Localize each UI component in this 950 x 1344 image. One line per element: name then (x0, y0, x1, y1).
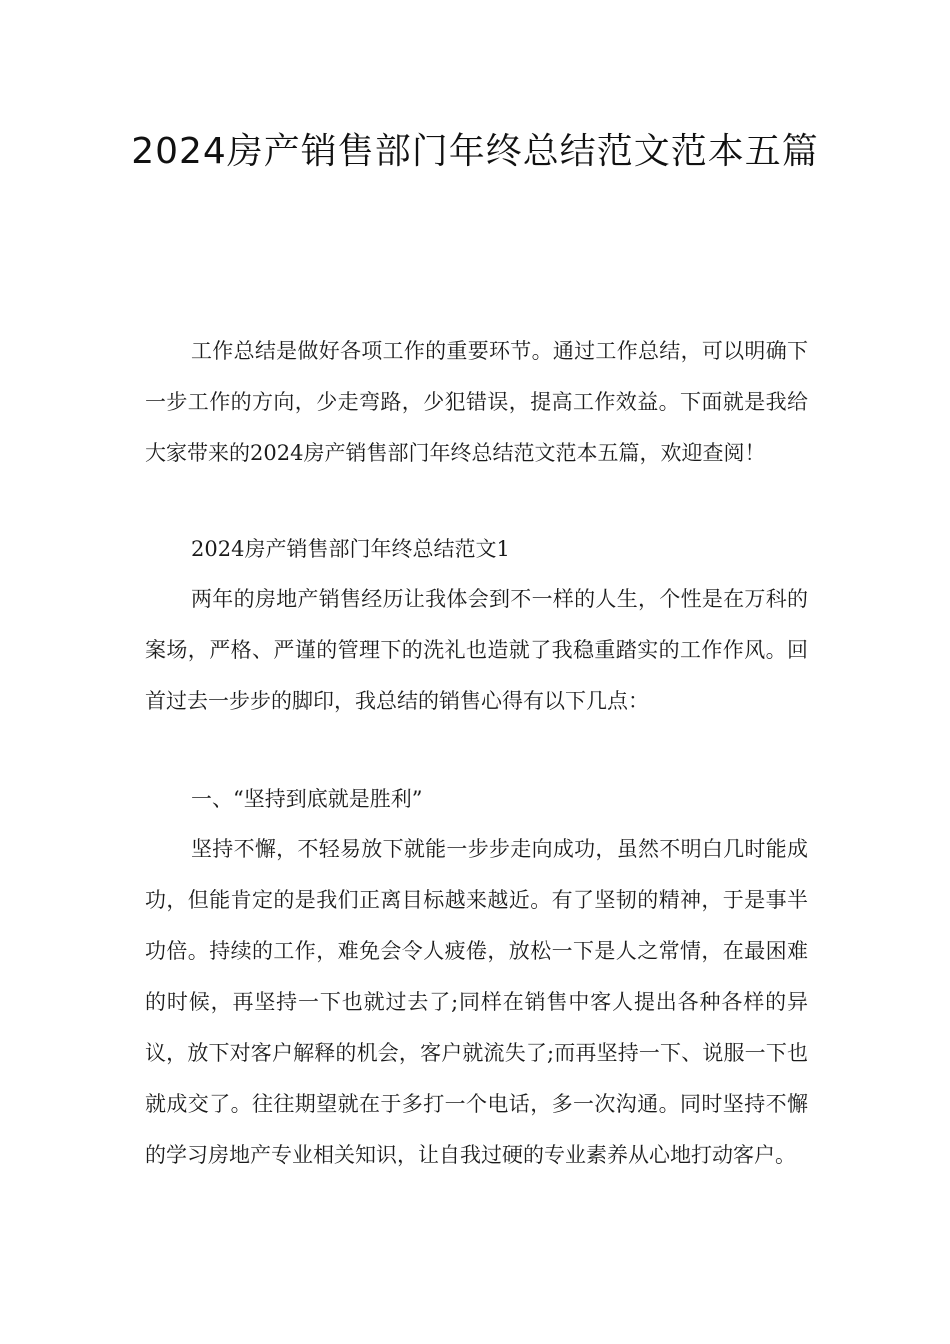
point-heading: 一、“坚持到底就是胜利” (191, 787, 423, 811)
intro-paragraph: 工作总结是做好各项工作的重要环节。通过工作总结，可以明确下一步工作的方向，少走弯路，少犯错误，提高工作效益。下面就是我给大家带来的2024房产销售部门年终总结范文范本五篇，欢迎查阅！ (145, 339, 808, 465)
section-heading: 2024房产销售部门年终总结范文1 (191, 537, 510, 561)
document-title: 2024房产销售部门年终总结范文范本五篇 (131, 131, 819, 172)
section-paragraph: 两年的房地产销售经历让我体会到不一样的人生，个性是在万科的案场，严格、严谨的管理下的洗礼也造就了我稳重踏实的工作作风。回首过去一步步的脚印，我总结的销售心得有以下几点： (145, 587, 808, 713)
point-paragraph: 坚持不懈，不轻易放下就能一步步走向成功，虽然不明白几时能成功，但能肯定的是我们正离目标越来越近。有了坚韧的精神，于是事半功倍。持续的工作，难免会令人疲倦，放松一下是人之常情，在最困难的时候，再坚持一下也就过去了;同样在销售中客人提出各种各样的异议，放下对客户解释的机会，客户就流失了;而再坚持一下、说服一下也就成交了。往往期望就在于多打一个电话，多一次沟通。同时坚持不懈的学习房地产专业相关知识，让自我过硬的专业素养从心地打动客户。 (145, 837, 808, 1167)
